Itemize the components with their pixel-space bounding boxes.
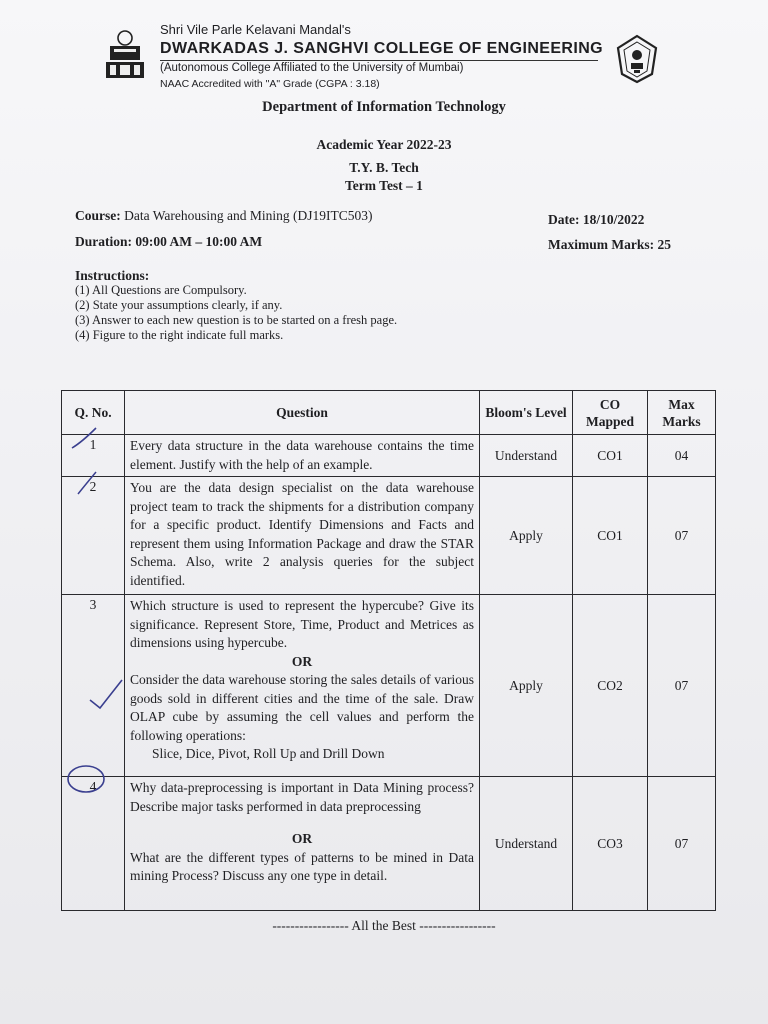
co-mapped: CO1	[573, 477, 648, 595]
header-qno: Q. No.	[62, 391, 125, 435]
max-marks-cell: 07	[648, 477, 716, 595]
header-rule	[160, 60, 598, 61]
svkm-logo-icon	[102, 28, 148, 80]
bloom-level: Understand	[480, 435, 573, 477]
exam-date: Date: 18/10/2022	[548, 212, 645, 227]
course-line	[75, 208, 373, 224]
table-row	[62, 595, 716, 777]
question-option-a: Why data-preprocessing is important in Data Mining process? Describe major tasks performed in data preprocessing	[130, 780, 474, 814]
footer-note: ----------------- All the Best -----------------	[272, 918, 496, 933]
bloom-level: Apply	[480, 477, 573, 595]
test-name: Term Test – 1	[345, 178, 423, 193]
max-marks-cell: 04	[648, 435, 716, 477]
college-emblem-icon	[614, 34, 660, 84]
academic-year: Academic Year 2022-23	[316, 137, 452, 152]
table-row	[62, 477, 716, 595]
question-text: Every data structure in the data warehouse contains the time element. Justify with the help of an example.	[125, 435, 480, 477]
question-number: 3	[62, 595, 125, 777]
instruction-item: (1) All Questions are Compulsory.	[75, 283, 247, 297]
co-mapped: CO3	[573, 777, 648, 911]
question-number: 1	[62, 435, 125, 477]
mandal-name: Shri Vile Parle Kelavani Mandal's	[160, 22, 351, 37]
question-option-b: Consider the data warehouse storing the sales details of various goods sold in different cities and the time of the sale. Draw OLAP cube by assuming the cell values and perform the following operations:	[130, 672, 474, 743]
question-option-b: What are the different types of patterns to be mined in Data mining Process? Discuss any one type in detail.	[130, 849, 474, 883]
bloom-level: Understand	[480, 777, 573, 911]
header-co: CO Mapped	[573, 391, 648, 435]
header-bloom: Bloom's Level	[480, 391, 573, 435]
naac-note: NAAC Accredited with "A" Grade (CGPA : 3.18)	[160, 78, 380, 90]
question-text	[125, 595, 480, 777]
course-label: Course:	[75, 208, 121, 223]
instructions	[75, 268, 397, 343]
class-name: T.Y. B. Tech	[349, 160, 419, 175]
department-title: Department of Information Technology	[262, 99, 506, 115]
course-value: Data Warehousing and Mining (DJ19ITC503)	[124, 208, 373, 223]
or-label: OR	[291, 831, 313, 846]
co-mapped: CO1	[573, 435, 648, 477]
co-mapped: CO2	[573, 595, 648, 777]
question-text: You are the data design specialist on the data warehouse project team to track the shipments for a distribution company for a specific product. Identify Dimensions and Facts and represent them using Information Package and draw the STAR Schema. Also, write 2 analysis queries for the subject identified.	[125, 477, 480, 595]
olap-operations: Slice, Dice, Pivot, Roll Up and Drill Down	[152, 746, 385, 761]
instruction-item: (4) Figure to the right indicate full marks.	[75, 328, 284, 342]
question-number: 4	[62, 777, 125, 911]
table-row	[62, 777, 716, 911]
questions-table	[61, 390, 716, 911]
college-name: DWARKADAS J. SANGHVI COLLEGE OF ENGINEERING	[160, 40, 604, 57]
max-marks: Maximum Marks: 25	[548, 237, 671, 252]
question-number: 2	[62, 477, 125, 595]
or-label: OR	[291, 653, 313, 669]
instruction-item: (2) State your assumptions clearly, if any.	[75, 298, 283, 312]
instructions-heading: Instructions:	[75, 268, 150, 283]
question-option-a: Which structure is used to represent the hypercube? Give its significance. Represent Store, Time, Product and Metrices as dimensions using hypercube.	[130, 598, 474, 650]
header-question: Question	[125, 391, 480, 435]
autonomous-note: (Autonomous College Affiliated to the University of Mumbai)	[160, 62, 464, 74]
header-marks: Max Marks	[648, 391, 716, 435]
table-row	[62, 435, 716, 477]
instruction-item: (3) Answer to each new question is to be started on a fresh page.	[75, 313, 398, 327]
max-marks-cell: 07	[648, 595, 716, 777]
question-text	[125, 777, 480, 911]
max-marks-cell: 07	[648, 777, 716, 911]
table-header-row	[62, 391, 716, 435]
duration: Duration: 09:00 AM – 10:00 AM	[75, 234, 263, 249]
bloom-level: Apply	[480, 595, 573, 777]
